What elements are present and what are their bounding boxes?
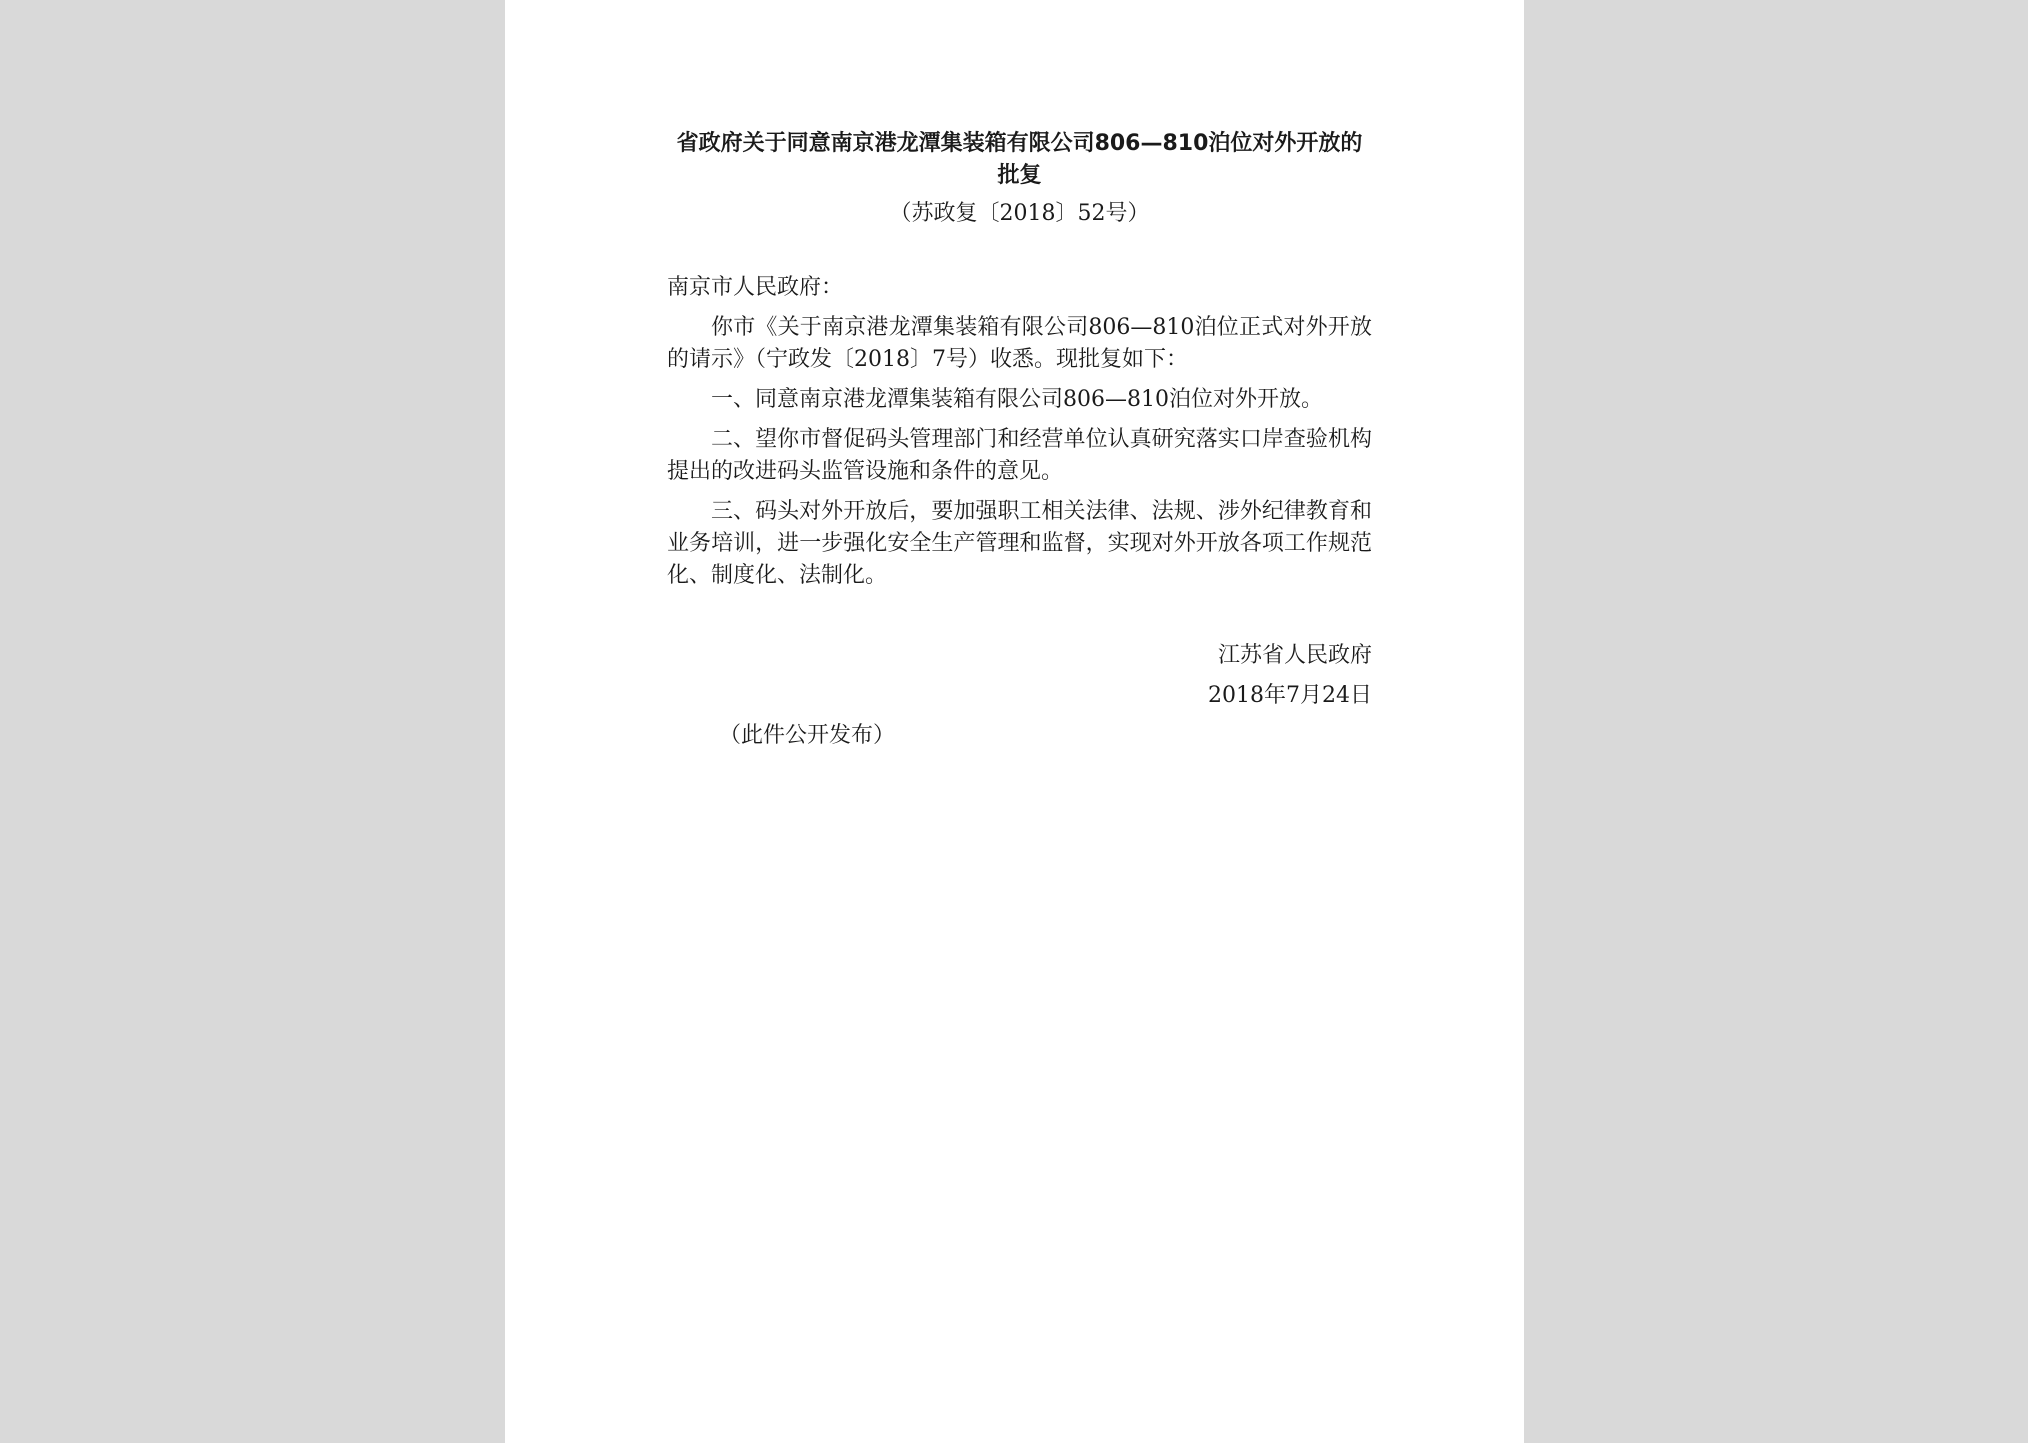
document-page xyxy=(505,0,1524,1443)
body-paragraph: 二、望你市督促码头管理部门和经营单位认真研究落实口岸查验机构提出的改进码头监管设施和条件的意见。 xyxy=(667,427,1372,484)
body-paragraph: 三、码头对外开放后，要加强职工相关法律、法规、涉外纪律教育和业务培训，进一步强化安全生产管理和监督，实现对外开放各项工作规范化、制度化、法制化。 xyxy=(667,499,1372,588)
document-content xyxy=(667,128,1372,752)
document-number: （苏政复〔2018〕52号） xyxy=(889,201,1150,226)
document-title: 省政府关于同意南京港龙潭集装箱有限公司806—810泊位对外开放的批复 xyxy=(676,131,1363,188)
publication-note: （此件公开发布） xyxy=(719,723,896,748)
signature-date: 2018年7月24日 xyxy=(1208,683,1372,708)
salutation: 南京市人民政府： xyxy=(667,275,844,300)
body-paragraph: 你市《关于南京港龙潭集装箱有限公司806—810泊位正式对外开放的请示》（宁政发〔2018〕7号）收悉。现批复如下： xyxy=(667,315,1372,372)
signature-organization: 江苏省人民政府 xyxy=(1217,643,1372,668)
body-paragraph: 一、同意南京港龙潭集装箱有限公司806—810泊位对外开放。 xyxy=(711,387,1323,412)
